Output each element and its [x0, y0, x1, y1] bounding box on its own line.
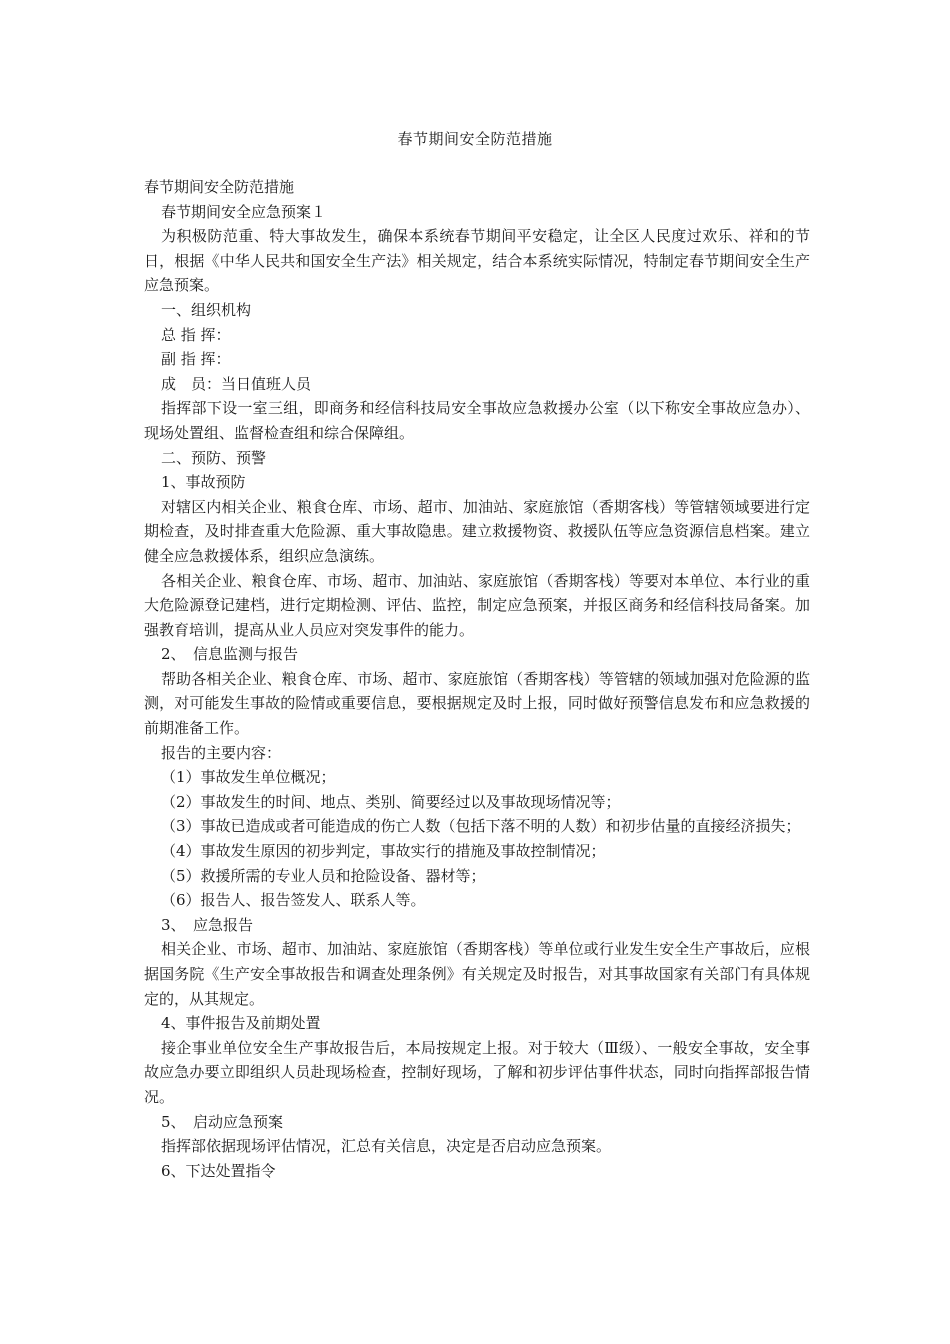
paragraph: 4、事件报告及前期处置 [161, 1014, 321, 1033]
paragraph: 相关企业、市场、超市、加油站、家庭旅馆（香期客栈）等单位或行业发生安全生产事故后，应根据国务院《生产安全事故报告和调查处理条例》有关规定及时报告，对其事故国家有关部门有具体规定的，从其规定。 [144, 940, 810, 1008]
paragraph: 接企事业单位安全生产事故报告后，本局按规定上报。对于较大（Ⅲ级）、一般安全事故，安全事故应急办要立即组织人员赴现场检查，控制好现场，了解和初步评估事件状态，同时向指挥部报告情况。 [144, 1038, 810, 1106]
paragraph: 1、事故预防 [161, 473, 246, 492]
paragraph: 对辖区内相关企业、粮食仓库、市场、超市、加油站、家庭旅馆（香期客栈）等管辖领域要进行定期检查，及时排查重大危险源、重大事故隐患。建立救援物资、救援队伍等应急资源信息档案。建立健全应急救援体系，组织应急演练。 [144, 497, 810, 565]
paragraph: 副 指 挥： [161, 350, 231, 369]
paragraph: 为积极防范重、特大事故发生，确保本系统春节期间平安稳定，让全区人民度过欢乐、祥和的节日，根据《中华人民共和国安全生产法》相关规定，结合本系统实际情况，特制定春节期间安全生产应急预案。 [144, 227, 810, 295]
paragraph: 总 指 挥： [161, 325, 231, 344]
paragraph: （3）事故已造成或者可能造成的伤亡人数（包括下落不明的人数）和初步估量的直接经济损失； [161, 817, 801, 836]
document-title: 春节期间安全防范措施 [397, 130, 553, 148]
paragraph: （6）报告人、报告签发人、联系人等。 [161, 891, 426, 910]
paragraph: （5）救援所需的专业人员和抢险设备、器材等； [161, 866, 486, 885]
paragraph: 春节期间安全防范措施 [144, 178, 295, 196]
paragraph: 一、组织机构 [161, 300, 252, 319]
paragraph: 二、预防、预警 [161, 448, 267, 467]
paragraph: 成 员：当日值班人员 [161, 374, 312, 393]
paragraph: （4）事故发生原因的初步判定，事故实行的措施及事故控制情况； [161, 842, 606, 861]
paragraph: 2、 信息监测与报告 [161, 645, 299, 664]
paragraph: （2）事故发生的时间、地点、类别、简要经过以及事故现场情况等； [161, 792, 621, 811]
paragraph: 6、下达处置指令 [161, 1161, 276, 1180]
paragraph: 帮助各相关企业、粮食仓库、市场、超市、家庭旅馆（香期客栈）等管辖的领域加强对危险源的监测，对可能发生事故的险情或重要信息，要根据规定及时上报，同时做好预警信息发布和应急救援的前期准备工作。 [144, 669, 810, 738]
paragraph: 3、 应急报告 [161, 915, 254, 934]
paragraph: 指挥部依据现场评估情况，汇总有关信息，决定是否启动应急预案。 [161, 1137, 612, 1156]
paragraph: （1）事故发生单位概况； [161, 768, 336, 787]
paragraph: 5、 启动应急预案 [161, 1112, 284, 1131]
paragraph: 春节期间安全应急预案１ [161, 202, 327, 221]
document-body [144, 175, 810, 1183]
paragraph: 报告的主要内容： [161, 743, 282, 762]
paragraph: 各相关企业、粮食仓库、市场、超市、加油站、家庭旅馆（香期客栈）等要对本单位、本行业的重大危险源登记建档，进行定期检测、评估、监控，制定应急预案，并报区商务和经信科技局备案。加强教育培训，提高从业人员应对突发事件的能力。 [144, 571, 810, 639]
paragraph: 指挥部下设一室三组，即商务和经信科技局安全事故应急救援办公室（以下称安全事故应急办）、现场处置组、监督检查组和综合保障组。 [144, 399, 810, 442]
